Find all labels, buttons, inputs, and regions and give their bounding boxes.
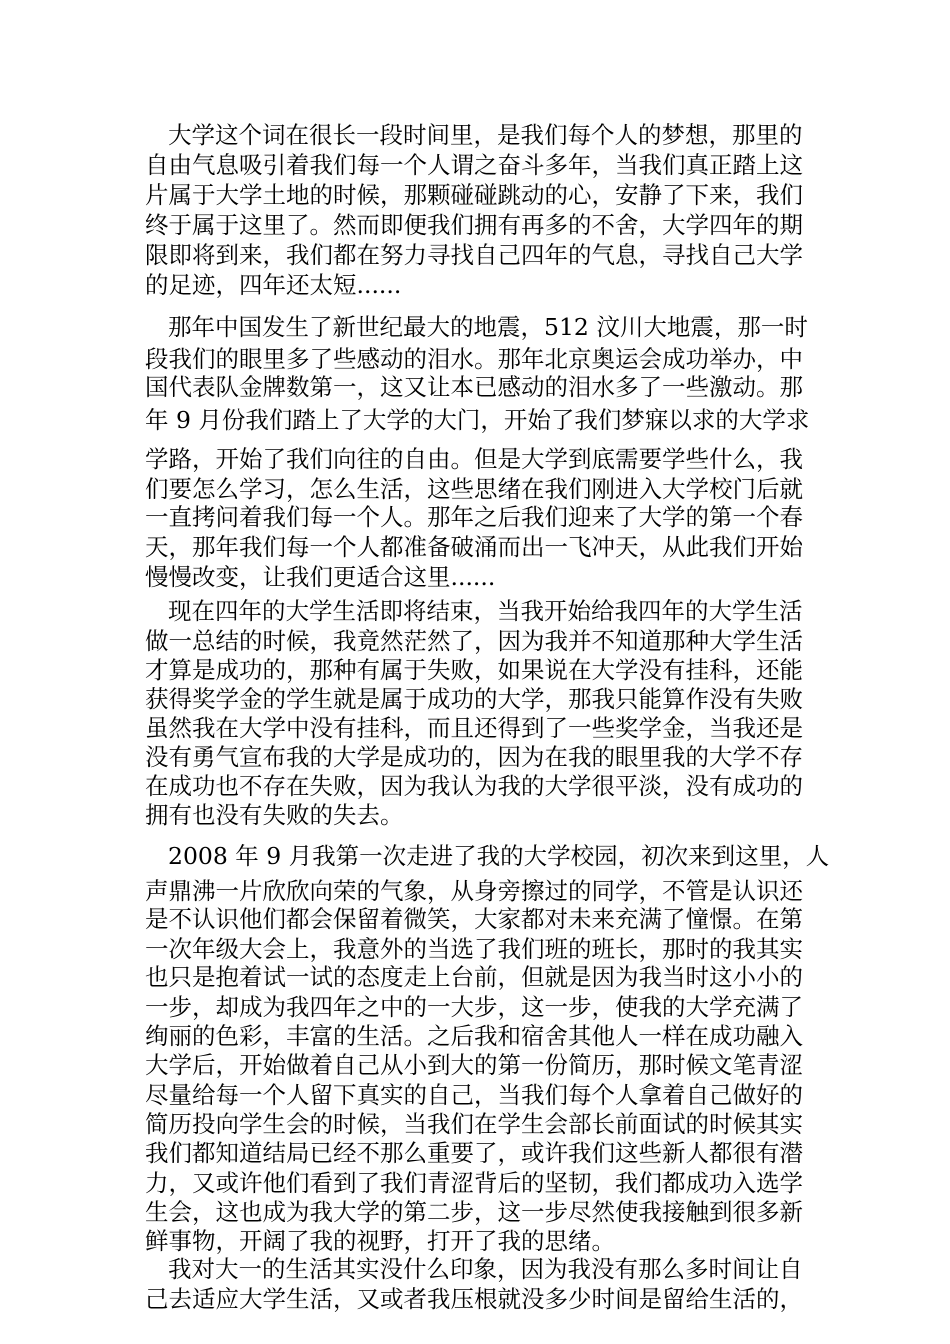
text-line: 大学后，开始做着自己从小到大的第一份简历，那时候文笔青涩 (145, 1051, 803, 1079)
text-line: 己去适应大学生活，又或者我压根就没多少时间是留给生活的， (145, 1285, 803, 1313)
text-line: 才算是成功的，那种有属于失败，如果说在大学没有挂科，还能 (145, 656, 803, 684)
text-line: 段我们的眼里多了些感动的泪水。那年北京奥运会成功举办，中 (145, 345, 803, 373)
text-line: 我对大一的生活其实没什么印象，因为我没有那么多时间让自 (168, 1255, 803, 1283)
text-line: 拥有也没有失败的失去。 (145, 801, 404, 829)
text-line: 鲜事物，开阔了我的视野，打开了我的思绪。 (145, 1227, 615, 1255)
text-line: 片属于大学土地的时候，那颗碰碰跳动的心，安静了下来，我们 (145, 181, 803, 209)
text-line: 在成功也不存在失败，因为我认为我的大学很平淡，没有成功的 (145, 772, 803, 800)
text-line: 慢慢改变，让我们更适合这里...... (145, 563, 496, 591)
text-line: 生会，这也成为我大学的第二步，这一步尽然使我接触到很多新 (145, 1198, 803, 1226)
text-line: 一步，却成为我四年之中的一大步，这一步，使我的大学充满了 (145, 993, 803, 1021)
text-line: 声鼎沸一片欣欣向荣的气象，从身旁擦过的同学，不管是认识还 (145, 877, 803, 905)
text-line: 那年中国发生了新世纪最大的地震，512 汶川大地震，那一时 (168, 313, 808, 341)
text-line: 获得奖学金的学生就是属于成功的大学，那我只能算作没有失败 (145, 685, 803, 713)
text-line: 一直拷问着我们每一个人。那年之后我们迎来了大学的第一个春 (145, 503, 803, 531)
text-line: 2008 年 9 月我第一次走进了我的大学校园，初次来到这里，人 (168, 842, 830, 870)
text-line: 大学这个词在很长一段时间里，是我们每个人的梦想，那里的 (168, 121, 803, 149)
text-line: 现在四年的大学生活即将结束，当我开始给我四年的大学生活 (168, 597, 803, 625)
text-line: 力，又或许他们看到了我们青涩背后的坚韧，我们都成功入选学 (145, 1169, 803, 1197)
text-line: 年 9 月份我们踏上了大学的大门，开始了我们梦寐以求的大学求 (145, 406, 810, 434)
text-line: 也只是抱着试一试的态度走上台前，但就是因为我当时这小小的 (145, 963, 803, 991)
text-line: 尽量给每一个人留下真实的自己，当我们每个人拿着自己做好的 (145, 1081, 803, 1109)
text-line: 简历投向学生会的时候，当我们在学生会部长前面试的时候其实 (145, 1110, 803, 1138)
text-line: 限即将到来，我们都在努力寻找自己四年的气息，寻找自己大学 (145, 241, 803, 269)
text-line: 们要怎么学习，怎么生活，这些思绪在我们刚进入大学校门后就 (145, 475, 803, 503)
text-line: 没有勇气宣布我的大学是成功的，因为在我的眼里我的大学不存 (145, 743, 803, 771)
text-line: 天，那年我们每一个人都准备破涌而出一飞冲天，从此我们开始 (145, 533, 803, 561)
text-line: 学路，开始了我们向往的自由。但是大学到底需要学些什么，我 (145, 445, 803, 473)
text-line: 做一总结的时候，我竟然茫然了，因为我并不知道那种大学生活 (145, 627, 803, 655)
text-line: 一次年级大会上，我意外的当选了我们班的班长，那时的我其实 (145, 935, 803, 963)
text-line: 虽然我在大学中没有挂科，而且还得到了一些奖学金，当我还是 (145, 714, 803, 742)
text-line: 我们都知道结局已经不那么重要了，或许我们这些新人都很有潜 (145, 1139, 803, 1167)
text-line: 国代表队金牌数第一，这又让本已感动的泪水多了一些激动。那 (145, 373, 803, 401)
text-line: 的足迹，四年还太短...... (145, 271, 402, 299)
text-line: 是不认识他们都会保留着微笑，大家都对未来充满了憧憬。在第 (145, 905, 803, 933)
text-line: 绚丽的色彩，丰富的生活。之后我和宿舍其他人一样在成功融入 (145, 1022, 803, 1050)
text-line: 终于属于这里了。然而即便我们拥有再多的不舍，大学四年的期 (145, 211, 803, 239)
text-line: 自由气息吸引着我们每一个人谓之奋斗多年，当我们真正踏上这 (145, 151, 803, 179)
